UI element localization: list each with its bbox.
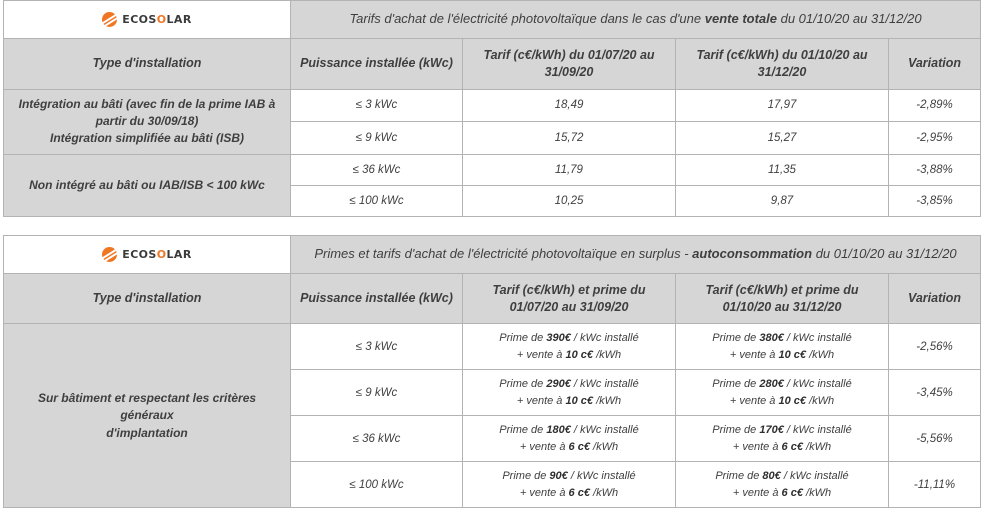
table2-power-1: ≤ 9 kWc	[291, 370, 463, 416]
table2-variation-3: -11,11%	[889, 462, 981, 508]
table1-header-row	[4, 38, 981, 89]
group1-line1: Intégration au bâti (avec fin de la prime IAB à	[18, 96, 276, 111]
table2-group-label	[4, 324, 291, 508]
table2-power-2: ≤ 36 kWc	[291, 416, 463, 462]
table-row	[4, 324, 981, 370]
table2-header-tarif-2: Tarif (c€/kWh) et prime du 01/10/20 au 31/12/20	[676, 273, 889, 324]
table-row	[4, 154, 981, 185]
table1-tarif2-3: 9,87	[676, 185, 889, 216]
ecosolar-sun-icon	[102, 247, 117, 262]
tariff-table-vente-totale	[3, 0, 981, 217]
table1-variation-3: -3,85%	[889, 185, 981, 216]
group-label-line1: Sur bâtiment et respectant les critères généraux	[37, 390, 257, 423]
table1-variation-0: -2,89%	[889, 89, 981, 122]
table1-tarif2-0: 17,97	[676, 89, 889, 122]
table1-tarif2-1: 15,27	[676, 122, 889, 155]
table2-tarif2-2: Prime de 170€ / kWc installé + vente à 6 c€ /kWh	[676, 416, 889, 462]
table2-variation-2: -5,56%	[889, 416, 981, 462]
table2-tarif1-2: Prime de 180€ / kWc installé + vente à 6 c€ /kWh	[463, 416, 676, 462]
table1-power-0: ≤ 3 kWc	[291, 89, 463, 122]
table2-tarif2-3: Prime de 80€ / kWc installé + vente à 6 c€ /kWh	[676, 462, 889, 508]
table2-header-tarif-1: Tarif (c€/kWh) et prime du 01/07/20 au 31/09/20	[463, 273, 676, 324]
table1-tarif2-2: 11,35	[676, 154, 889, 185]
table-gap	[0, 217, 981, 235]
table2-title: Primes et tarifs d'achat de l'électricité photovoltaïque en surplus - autoconsommation du 01/10/20 au 31/12/20	[291, 235, 981, 273]
table1-group-label-2: Non intégré au bâti ou IAB/ISB < 100 kWc	[4, 154, 291, 216]
table2-variation-1: -3,45%	[889, 370, 981, 416]
table1-tarif1-3: 10,25	[463, 185, 676, 216]
table1-header-tarif-1: Tarif (c€/kWh) du 01/07/20 au 31/09/20	[463, 38, 676, 89]
ecosolar-sun-icon	[102, 12, 117, 27]
table2-tarif2-1: Prime de 280€ / kWc installé + vente à 10 c€ /kWh	[676, 370, 889, 416]
table1-power-1: ≤ 9 kWc	[291, 122, 463, 155]
table1-header-power: Puissance installée (kWc)	[291, 38, 463, 89]
table1-power-2: ≤ 36 kWc	[291, 154, 463, 185]
table1-variation-1: -2,95%	[889, 122, 981, 155]
table1-group-label-1	[4, 89, 291, 154]
table1-tarif1-1: 15,72	[463, 122, 676, 155]
group-label-line2: d'implantation	[106, 425, 188, 440]
table2-header-power: Puissance installée (kWc)	[291, 273, 463, 324]
table1-header-variation: Variation	[889, 38, 981, 89]
table2-variation-0: -2,56%	[889, 324, 981, 370]
table1-header-tarif-2: Tarif (c€/kWh) du 01/10/20 au 31/12/20	[676, 38, 889, 89]
table1-power-3: ≤ 100 kWc	[291, 185, 463, 216]
table2-tarif1-1: Prime de 290€ / kWc installé + vente à 10 c€ /kWh	[463, 370, 676, 416]
table2-power-3: ≤ 100 kWc	[291, 462, 463, 508]
table2-tarif1-0: Prime de 390€ / kWc installé + vente à 10 c€ /kWh	[463, 324, 676, 370]
table1-tarif1-2: 11,79	[463, 154, 676, 185]
brand-logo-cell	[4, 1, 291, 39]
group1-line3: Intégration simplifiée au bâti (ISB)	[49, 131, 245, 146]
table2-header-row	[4, 273, 981, 324]
table1-header-type: Type d'installation	[4, 38, 291, 89]
brand-logo-cell-2	[4, 235, 291, 273]
table-row	[4, 89, 981, 122]
table2-header-type: Type d'installation	[4, 273, 291, 324]
table1-title-row	[4, 1, 981, 39]
table2-tarif2-0: Prime de 380€ / kWc installé + vente à 10 c€ /kWh	[676, 324, 889, 370]
brand-name: ECOSOLAR	[122, 247, 192, 261]
table1-tarif1-0: 18,49	[463, 89, 676, 122]
brand-name: ECOSOLAR	[122, 12, 192, 26]
table1-title: Tarifs d'achat de l'électricité photovoltaïque dans le cas d'une vente totale du 01/10/20 au 31/12/20	[291, 1, 981, 39]
table2-tarif1-3: Prime de 90€ / kWc installé + vente à 6 c€ /kWh	[463, 462, 676, 508]
table1-variation-2: -3,88%	[889, 154, 981, 185]
table2-header-variation: Variation	[889, 273, 981, 324]
table2-power-0: ≤ 3 kWc	[291, 324, 463, 370]
tariff-table-autoconsommation	[3, 235, 981, 508]
table2-title-row	[4, 235, 981, 273]
group1-line2: partir du 30/09/18)	[95, 114, 199, 129]
